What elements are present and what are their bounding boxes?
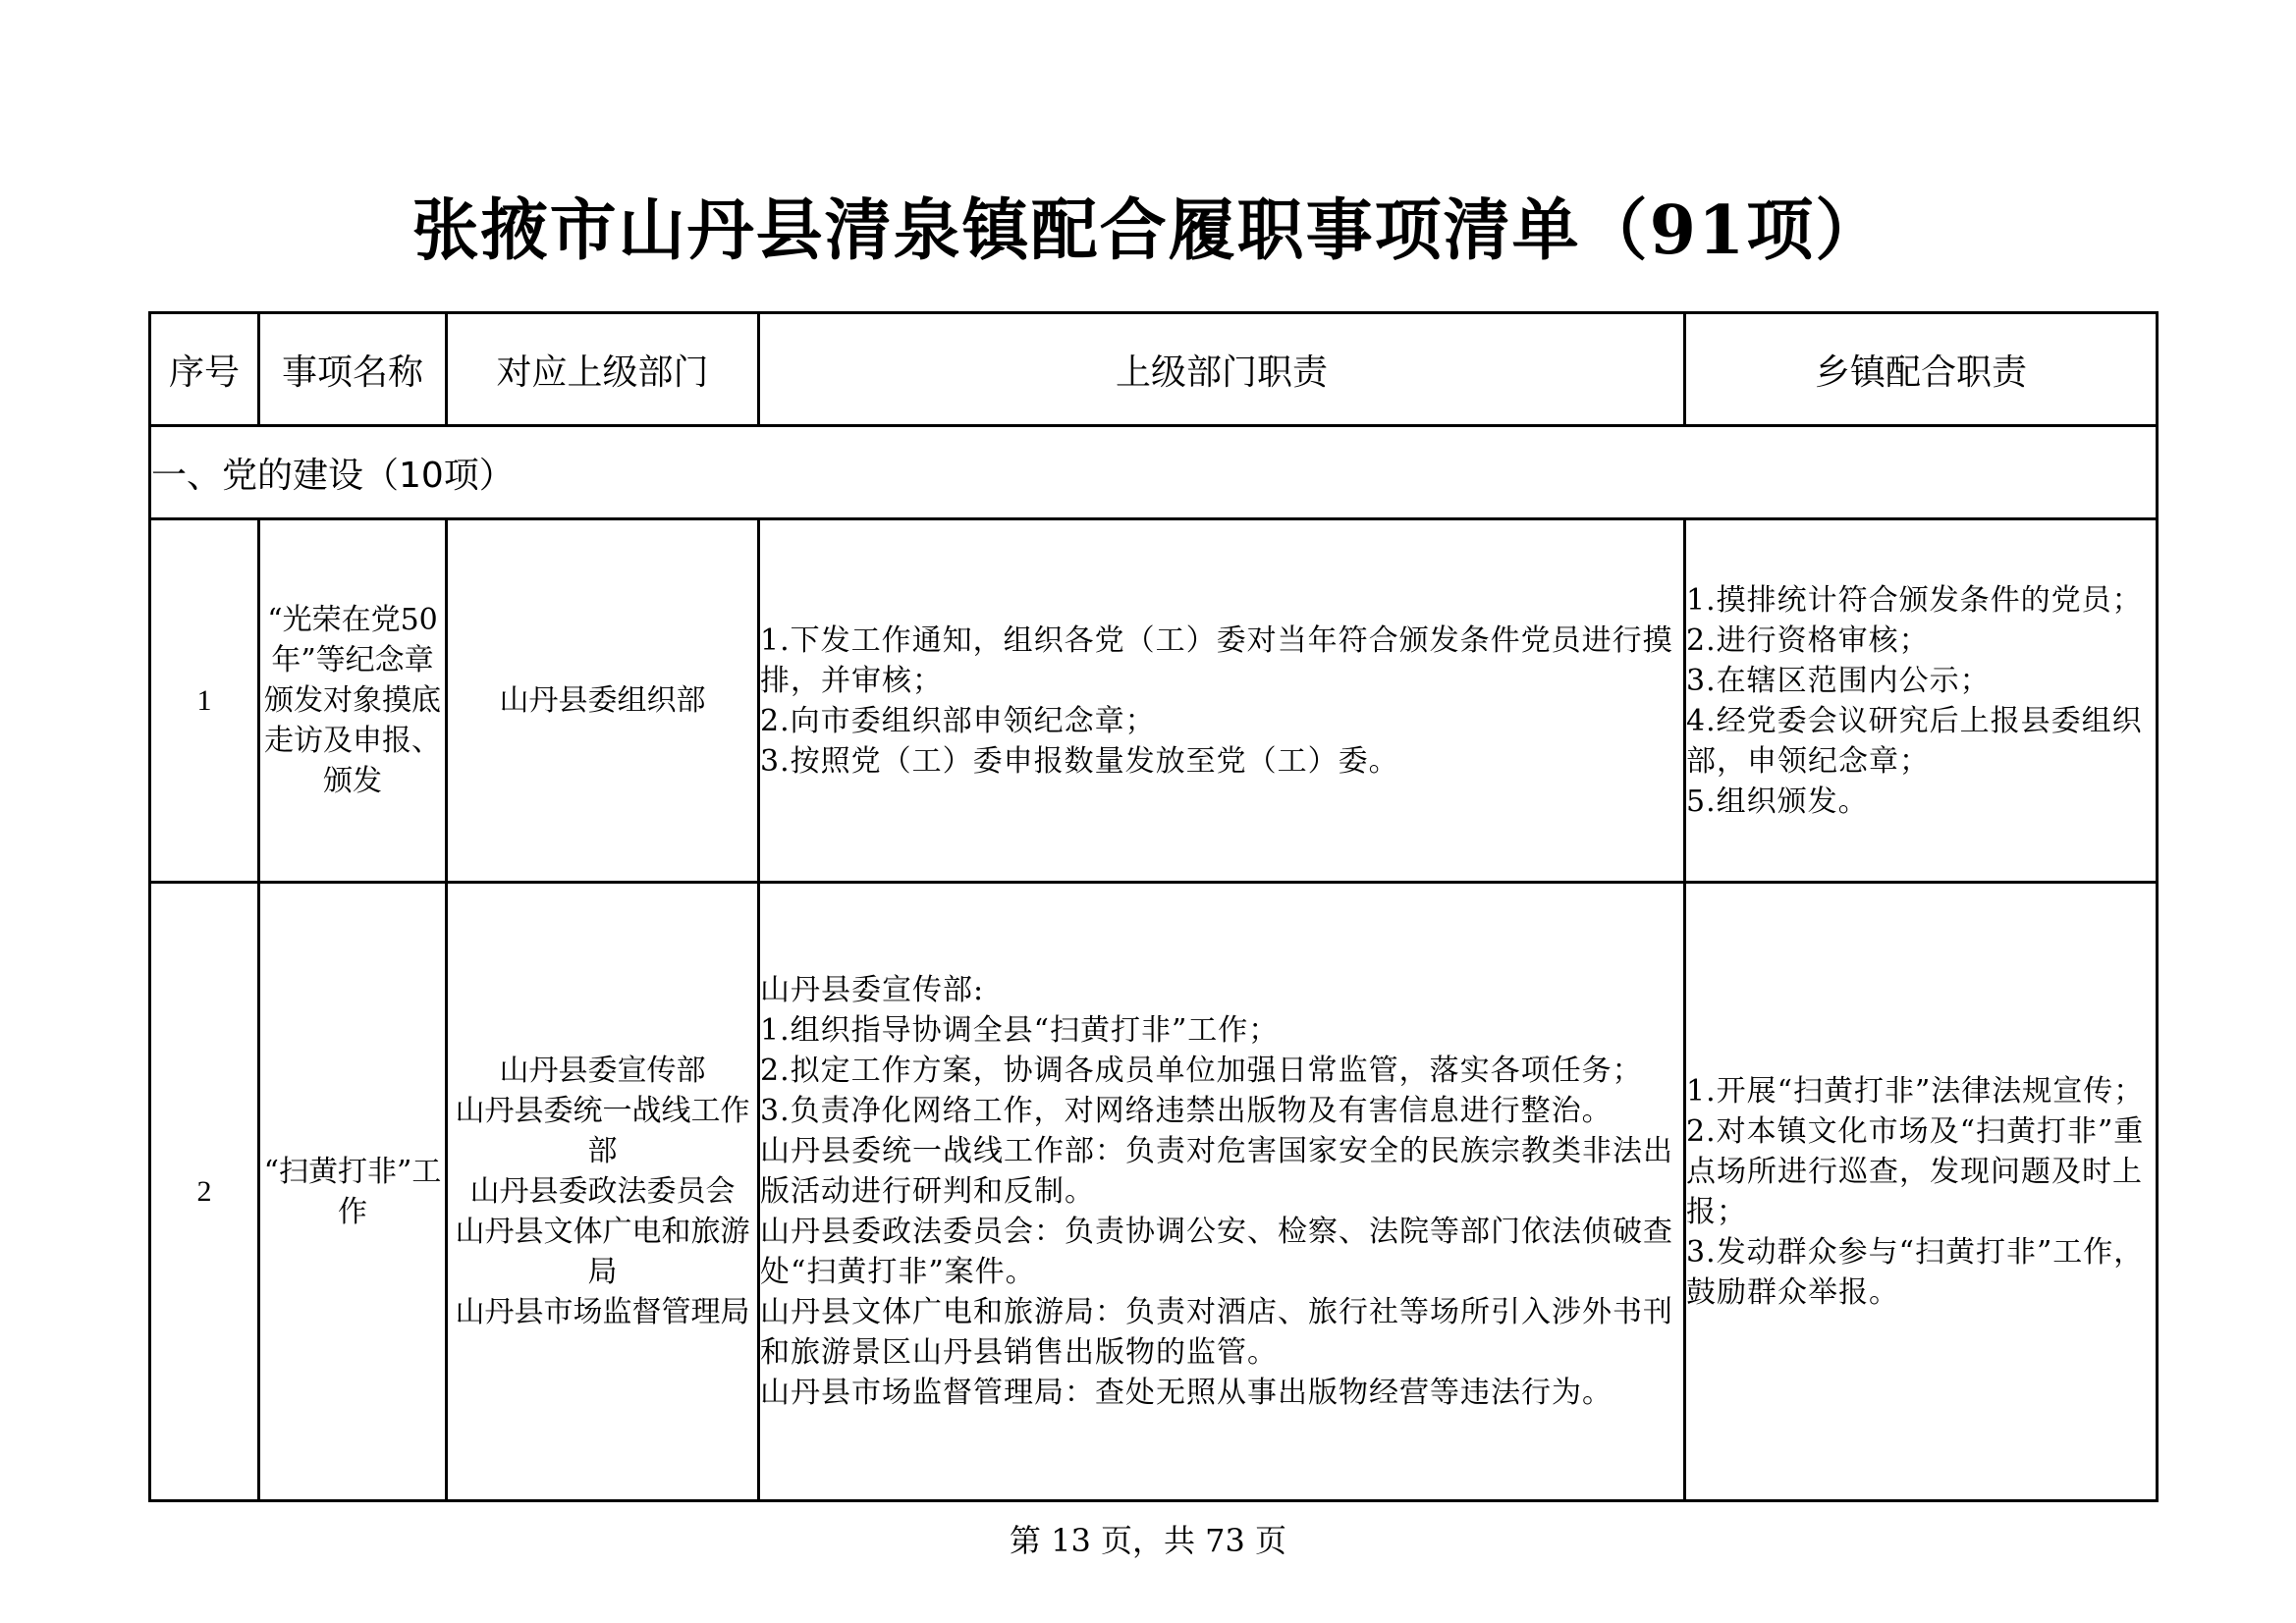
table-row <box>150 519 2158 883</box>
header-item-name: 事项名称 <box>259 313 447 426</box>
dept-duty-cell <box>759 519 1685 883</box>
duty-line: 2.向市委组织部申领纪念章； <box>760 703 1156 738</box>
duty-line: 山丹县文体广电和旅游局：负责对酒店、旅行社等场所引入涉外书刊和旅游景区山丹县销售出版物的监管。 <box>760 1295 1673 1370</box>
dept-line: 山丹县委政法委员会 <box>469 1174 736 1209</box>
row-number: 1 <box>150 519 259 883</box>
town-line: 4.经党委会议研究后上报县委组织部，申领纪念章； <box>1686 703 2143 779</box>
town-duty-cell <box>1685 883 2158 1501</box>
dept-line: 山丹县委宣传部 <box>499 1054 706 1088</box>
town-line: 2.对本镇文化市场及“扫黄打非”重点场所进行巡查，发现问题及时上报； <box>1686 1113 2145 1229</box>
section-title: 一、党的建设（10项） <box>150 426 2158 519</box>
duty-line: 3.按照党（工）委申报数量发放至党（工）委。 <box>760 743 1399 779</box>
duty-line: 山丹县委政法委员会：负责协调公安、检察、法院等部门依法侦破查处“扫黄打非”案件。 <box>760 1215 1673 1289</box>
duty-line: 1.组织指导协调全县“扫黄打非”工作； <box>760 1013 1280 1048</box>
item-name: “光荣在党50年”等纪念章颁发对象摸底走访及申报、颁发 <box>259 519 447 883</box>
header-dept: 对应上级部门 <box>447 313 759 426</box>
header-dept-duty: 上级部门职责 <box>759 313 1685 426</box>
page-number: 第 13 页，共 73 页 <box>1009 1522 1287 1559</box>
dept-duty-cell <box>759 883 1685 1501</box>
duty-line: 1.下发工作通知，组织各党（工）委对当年符合颁发条件党员进行摸排，并审核； <box>760 622 1673 698</box>
dept-cell <box>447 883 759 1501</box>
dept-line: 山丹县委统一战线工作部 <box>455 1094 750 1168</box>
duty-line: 山丹县委统一战线工作部：负责对危害国家安全的民族宗教类非法出版活动进行研判和反制。 <box>760 1134 1673 1209</box>
dept-cell <box>447 519 759 883</box>
duty-line: 3.负责净化网络工作，对网络违禁出版物及有害信息进行整治。 <box>760 1094 1613 1128</box>
dept-line: 山丹县委组织部 <box>499 683 706 718</box>
town-line: 1.摸排统计符合颁发条件的党员； <box>1686 582 2143 618</box>
duty-line: 山丹县市场监督管理局：查处无照从事出版物经营等违法行为。 <box>760 1376 1613 1410</box>
header-seq: 序号 <box>150 313 259 426</box>
town-line: 1.开展“扫黄打非”法律法规宣传； <box>1686 1073 2145 1109</box>
duty-line: 2.拟定工作方案，协调各成员单位加强日常监管，落实各项任务； <box>760 1054 1643 1088</box>
section-row <box>150 426 2158 519</box>
table-header-row <box>150 313 2158 426</box>
town-duty-cell <box>1685 519 2158 883</box>
header-town-duty: 乡镇配合职责 <box>1685 313 2158 426</box>
page-title: 张掖市山丹县清泉镇配合履职事项清单（91项） <box>411 191 1885 270</box>
dept-line: 山丹县文体广电和旅游局 <box>455 1215 750 1289</box>
town-line: 2.进行资格审核； <box>1686 622 1930 658</box>
town-line: 5.组织颁发。 <box>1686 784 1869 819</box>
table-row <box>150 883 2158 1501</box>
town-line: 3.发动群众参与“扫黄打非”工作，鼓励群众举报。 <box>1686 1234 2145 1310</box>
duty-line: 山丹县委宣传部: <box>760 973 985 1007</box>
dept-line: 山丹县市场监督管理局 <box>455 1295 750 1329</box>
town-line: 3.在辖区范围内公示； <box>1686 663 1991 698</box>
duty-table <box>148 311 2159 1502</box>
row-number: 2 <box>150 883 259 1501</box>
item-name: “扫黄打非”工作 <box>259 883 447 1501</box>
